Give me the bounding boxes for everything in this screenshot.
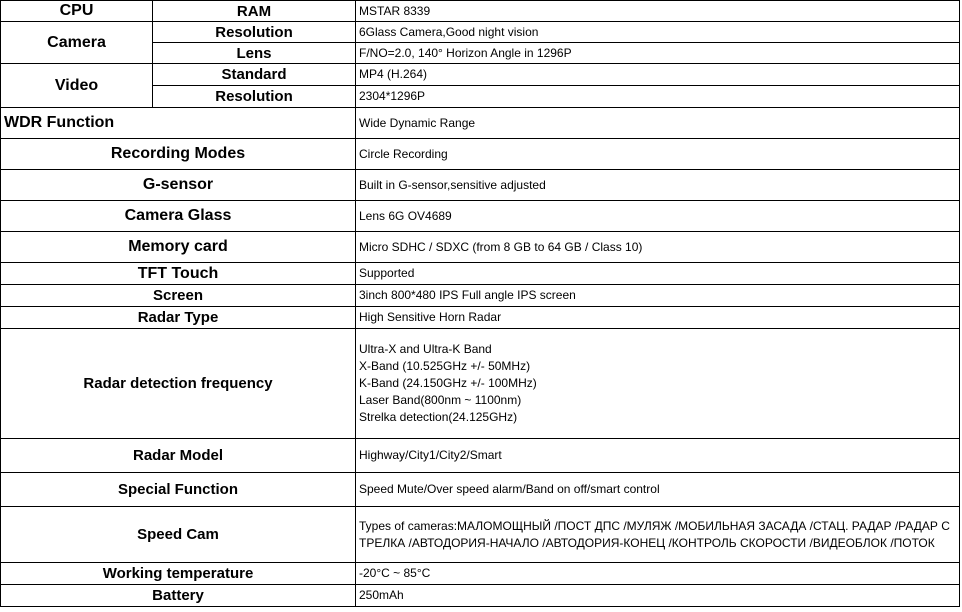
special-function-value: Speed Mute/Over speed alarm/Band on off/smart control <box>356 473 960 507</box>
camera-glass-value: Lens 6G OV4689 <box>356 201 960 232</box>
row-wdr <box>1 108 960 139</box>
memory-card-label: Memory card <box>1 232 356 263</box>
row-special-function <box>1 473 960 507</box>
battery-value: 250mAh <box>356 585 960 607</box>
radar-frequency-line: Strelka detection(24.125GHz) <box>359 410 518 424</box>
g-sensor-value: Built in G-sensor,sensitive adjusted <box>356 170 960 201</box>
camera-glass-label: Camera Glass <box>1 201 356 232</box>
row-camera-glass <box>1 201 960 232</box>
tft-touch-label: TFT Touch <box>1 263 356 285</box>
recording-modes-label: Recording Modes <box>1 139 356 170</box>
special-function-label: Special Function <box>1 473 356 507</box>
row-radar-type <box>1 307 960 329</box>
ram-value: MSTAR 8339 <box>356 1 960 22</box>
battery-label: Battery <box>1 585 356 607</box>
video-resolution-label: Resolution <box>153 86 356 108</box>
wdr-value: Wide Dynamic Range <box>356 108 960 139</box>
video-resolution-value: 2304*1296P <box>356 86 960 108</box>
row-tft-touch <box>1 263 960 285</box>
row-radar-model <box>1 439 960 473</box>
radar-frequency-line: K-Band (24.150GHz +/- 100MHz) <box>359 376 537 390</box>
row-g-sensor <box>1 170 960 201</box>
radar-frequency-value <box>356 329 960 439</box>
cpu-label: CPU <box>1 1 153 22</box>
row-screen <box>1 285 960 307</box>
tft-touch-value: Supported <box>356 263 960 285</box>
video-label: Video <box>1 64 153 108</box>
camera-label: Camera <box>1 22 153 64</box>
radar-frequency-line: Laser Band(800nm ~ 1100nm) <box>359 393 522 407</box>
row-camera-resolution <box>1 22 960 43</box>
speed-cam-value: Types of cameras:МАЛОМОЩНЫЙ /ПОСТ ДПС /МУЛЯЖ /МОБИЛЬНАЯ ЗАСАДА /СТАЦ. РАДАР /РАДАР СТРЕЛКА /АВТОДОРИЯ-НАЧАЛО /АВТОДОРИЯ-КОНЕЦ /КОНТРОЛЬ СКОРОСТИ /ВИДЕОБЛОК /ПОТОК <box>356 507 960 563</box>
row-radar-frequency <box>1 329 960 439</box>
row-working-temperature <box>1 563 960 585</box>
radar-model-value: Highway/City1/City2/Smart <box>356 439 960 473</box>
row-video-standard <box>1 64 960 86</box>
memory-card-value: Micro SDHC / SDXC (from 8 GB to 64 GB / Class 10) <box>356 232 960 263</box>
ram-label: RAM <box>153 1 356 22</box>
radar-type-label: Radar Type <box>1 307 356 329</box>
wdr-label: WDR Function <box>1 108 356 139</box>
row-battery <box>1 585 960 607</box>
recording-modes-value: Circle Recording <box>356 139 960 170</box>
camera-resolution-value: 6Glass Camera,Good night vision <box>356 22 960 43</box>
screen-value: 3inch 800*480 IPS Full angle IPS screen <box>356 285 960 307</box>
radar-frequency-line: Ultra-X and Ultra-K Band <box>359 342 492 356</box>
radar-type-value: High Sensitive Horn Radar <box>356 307 960 329</box>
screen-label: Screen <box>1 285 356 307</box>
video-standard-label: Standard <box>153 64 356 86</box>
lens-value: F/NO=2.0, 140° Horizon Angle in 1296P <box>356 43 960 64</box>
row-cpu <box>1 1 960 22</box>
camera-resolution-label: Resolution <box>153 22 356 43</box>
g-sensor-label: G-sensor <box>1 170 356 201</box>
working-temperature-label: Working temperature <box>1 563 356 585</box>
row-memory-card <box>1 232 960 263</box>
radar-frequency-line: X-Band (10.525GHz +/- 50MHz) <box>359 359 531 373</box>
lens-label: Lens <box>153 43 356 64</box>
speed-cam-label: Speed Cam <box>1 507 356 563</box>
row-speed-cam <box>1 507 960 563</box>
radar-frequency-label: Radar detection frequency <box>1 329 356 439</box>
row-recording-modes <box>1 139 960 170</box>
video-standard-value: MP4 (H.264) <box>356 64 960 86</box>
radar-model-label: Radar Model <box>1 439 356 473</box>
working-temperature-value: -20°C ~ 85°C <box>356 563 960 585</box>
